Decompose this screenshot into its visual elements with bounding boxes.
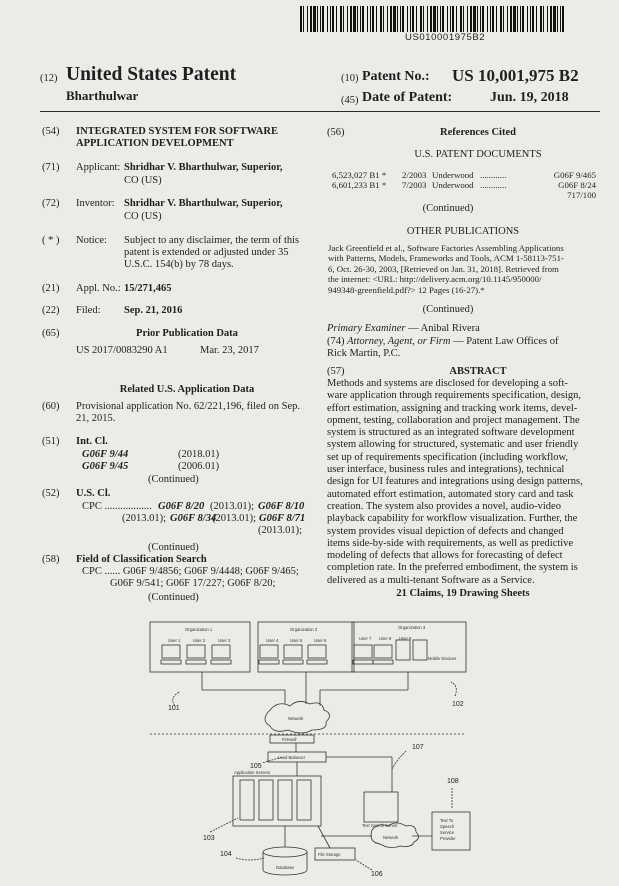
attorney-name: Patent Law Offices of xyxy=(466,336,559,347)
terminal-monitor-icon xyxy=(374,645,392,658)
org2-label: Organization 2 xyxy=(290,627,318,632)
barcode-bar xyxy=(442,6,444,32)
prior-publication-number: US 2017/0083290 A1 xyxy=(76,345,168,356)
barcode-bar xyxy=(393,6,396,32)
other-publication-line: the internet: <URL: http://delivery.acm.org/10.1145/950000/ xyxy=(328,274,542,285)
barcode-bar xyxy=(420,6,422,32)
patent-no-label: Patent No.: xyxy=(362,69,430,84)
barcode-bar xyxy=(500,6,502,32)
barcode-bar xyxy=(336,6,337,32)
filed-code: (22) xyxy=(42,305,60,316)
barcode-bar xyxy=(540,6,542,32)
intcl-class: G06F 9/44 xyxy=(82,449,129,460)
barcode-bar xyxy=(447,6,448,32)
user-label: User 6 xyxy=(314,638,327,643)
field-continued: (Continued) xyxy=(148,592,199,603)
doc-type-title: United States Patent xyxy=(66,64,237,85)
barcode-bar xyxy=(380,6,382,32)
appl-number: 15/271,465 xyxy=(124,283,172,294)
examiner-label: Primary Examiner xyxy=(327,323,406,334)
claims-sheets: 21 Claims, 19 Drawing Sheets xyxy=(396,588,530,599)
database-top xyxy=(263,847,307,857)
barcode-bar xyxy=(407,6,408,32)
user-label: User 3 xyxy=(218,638,231,643)
abstract-line: delivered as a multi-tenant Software as a Service. xyxy=(327,574,535,586)
barcode-bar xyxy=(367,6,368,32)
notice-label: Notice: xyxy=(76,235,107,246)
field-code: (58) xyxy=(42,554,60,565)
barcode-bar xyxy=(372,6,374,32)
tts-line: Service xyxy=(440,830,454,835)
uscl-code: (52) xyxy=(42,488,60,499)
barcode-bar xyxy=(340,6,342,32)
title-line-2: APPLICATION DEVELOPMENT xyxy=(76,138,234,149)
terminal-monitor-icon xyxy=(260,645,278,658)
terminal-keyboard-icon xyxy=(353,660,373,664)
cpc-date: (2013.01); xyxy=(258,525,303,536)
barcode-bar xyxy=(310,6,312,32)
abstract-text xyxy=(327,378,597,587)
barcode-bar xyxy=(536,6,537,32)
terminal-monitor-icon xyxy=(284,645,302,658)
barcode-bar xyxy=(517,6,518,32)
other-publications-heading: OTHER PUBLICATIONS xyxy=(406,226,520,237)
barcode-bar xyxy=(520,6,521,32)
barcode-bar xyxy=(510,6,512,32)
ref-class: G06F 9/465 xyxy=(553,170,596,180)
barcode-bar xyxy=(527,6,528,32)
text-search-label: Text Search Server xyxy=(362,823,398,828)
ref-date: 2/2003 xyxy=(402,170,427,180)
database-label: Database xyxy=(276,865,294,870)
system-diagram xyxy=(0,612,619,886)
field-line-2: G06F 9/541; G06F 17/227; G06F 8/20; xyxy=(110,578,276,589)
org3-label: Organization 3 xyxy=(398,625,426,630)
barcode-bar xyxy=(463,6,464,32)
barcode-bar xyxy=(550,6,552,32)
file-storage-label: File Storage xyxy=(318,852,341,857)
other-publication-line: 949348-greenfield.pdf?> 12 Pages (16-27).* xyxy=(328,284,485,295)
barcode-bar xyxy=(456,6,457,32)
barcode-bar xyxy=(300,6,302,32)
ref-104: 104 xyxy=(220,851,232,858)
ref-106: 106 xyxy=(371,871,383,878)
app-servers-label: Application Servers xyxy=(234,770,271,775)
ref-date: 7/2003 xyxy=(402,180,427,190)
barcode xyxy=(300,6,568,32)
inventor-location: CO (US) xyxy=(124,211,162,222)
refs-code: (56) xyxy=(327,127,345,138)
intcl-continued: (Continued) xyxy=(148,474,199,485)
ref-102: 102 xyxy=(452,701,464,708)
barcode-bar xyxy=(397,6,398,32)
prior-publication-heading: Prior Publication Data xyxy=(136,328,238,339)
barcode-bar xyxy=(560,6,561,32)
intcl-date: (2006.01) xyxy=(178,461,220,472)
user-terminals xyxy=(161,645,393,664)
ref-108: 108 xyxy=(447,778,459,785)
applicant-location: CO (US) xyxy=(124,175,162,186)
terminal-monitor-icon xyxy=(162,645,180,658)
user-label: User 7 xyxy=(359,636,372,641)
barcode-bar xyxy=(327,6,328,32)
applicant-name: Shridhar V. Bharthulwar, Superior, xyxy=(124,162,283,173)
barcode-bar xyxy=(322,6,324,32)
attorney-label: Attorney, Agent, or Firm xyxy=(347,336,451,347)
barcode-bar xyxy=(343,6,344,32)
ref-dots: ............ xyxy=(480,180,507,190)
firewall-label: Firewall xyxy=(282,737,297,742)
refs-continued: (Continued) xyxy=(422,203,474,214)
provisional-line-1: Provisional application No. 62/221,196, filed on Sep. xyxy=(76,401,300,412)
barcode-bar xyxy=(507,6,508,32)
notice-line-2: patent is extended or adjusted under 35 xyxy=(124,247,289,258)
barcode-bar xyxy=(482,6,484,32)
cpc-class: G06F 8/20 xyxy=(158,501,205,512)
terminal-keyboard-icon xyxy=(259,660,279,664)
us-docs-heading: U.S. PATENT DOCUMENTS xyxy=(414,149,542,160)
barcode-bar xyxy=(320,6,321,32)
abstract-line: completion rate. In the preferred embodiment, the system is xyxy=(327,562,578,574)
barcode-bar xyxy=(503,6,504,32)
uscl-continued: (Continued) xyxy=(148,542,199,553)
cpc-date: (2013.01); xyxy=(212,513,257,524)
barcode-bar xyxy=(430,6,432,32)
prior-publication-date: Mar. 23, 2017 xyxy=(200,345,259,356)
ref-class-extra: 717/100 xyxy=(567,190,596,200)
barcode-bar xyxy=(452,6,454,32)
text-search-server-box xyxy=(364,792,398,822)
barcode-bar xyxy=(353,6,356,32)
abstract-line: Methods and systems are disclosed for developing a soft- xyxy=(327,378,568,389)
barcode-bar xyxy=(470,6,472,32)
cpc-date: (2013.01); xyxy=(210,501,255,512)
org1-label: Organization 1 xyxy=(185,627,213,632)
user-label: User 9 xyxy=(399,636,412,641)
title-line-1: INTEGRATED SYSTEM FOR SOFTWARE xyxy=(76,126,278,137)
barcode-bar xyxy=(553,6,556,32)
abstract-heading: ABSTRACT xyxy=(449,366,507,377)
other-publication-line: Jack Greenfield et al., Software Factories Assembling Applications xyxy=(328,243,564,253)
abstract-line: creation. The system also provides a novel, audio-video xyxy=(327,500,561,512)
barcode-bar xyxy=(473,6,476,32)
barcode-bar xyxy=(490,6,491,32)
barcode-bar xyxy=(423,6,424,32)
barcode-bar xyxy=(307,6,308,32)
ref-name: Underwood xyxy=(432,180,474,190)
barcode-bar xyxy=(357,6,358,32)
terminal-monitor-icon xyxy=(354,645,372,658)
kind-code: (12) xyxy=(40,73,58,84)
refs-heading: References Cited xyxy=(440,127,516,138)
terminal-monitor-icon xyxy=(212,645,230,658)
barcode-bar xyxy=(522,6,524,32)
field-label: Field of Classification Search xyxy=(76,554,207,565)
filed-label: Filed: xyxy=(76,305,101,316)
primary-examiner: Primary Examiner — Anibal Rivera xyxy=(327,323,480,334)
user-label: User 8 xyxy=(379,636,392,641)
network-2-label: Network xyxy=(383,835,399,840)
intcl-code: (51) xyxy=(42,436,60,447)
barcode-bar xyxy=(492,6,494,32)
terminal-keyboard-icon xyxy=(283,660,303,664)
tts-line: Text To xyxy=(440,818,454,823)
patent-no-value: US 10,001,975 B2 xyxy=(452,66,579,85)
barcode-bar xyxy=(433,6,436,32)
terminal-keyboard-icon xyxy=(211,660,231,664)
load-balancer-label: Load Balancer xyxy=(278,755,306,760)
barcode-bar xyxy=(416,6,417,32)
document-number: US010001975B2 xyxy=(405,32,486,43)
filed-date: Sep. 21, 2016 xyxy=(124,305,183,316)
barcode-bar xyxy=(530,6,531,32)
barcode-bar xyxy=(387,6,388,32)
mobile-devices-icon xyxy=(396,640,427,660)
intcl-date: (2018.01) xyxy=(178,449,220,460)
barcode-bar xyxy=(370,6,371,32)
barcode-bar xyxy=(450,6,451,32)
attorney: (74) Attorney, Agent, or Firm — Patent Law Offices of xyxy=(327,336,559,347)
barcode-bar xyxy=(317,6,318,32)
cpc-class: G06F 8/71 xyxy=(259,513,306,524)
barcode-bar xyxy=(427,6,428,32)
examiner-name: Anibal Rivera xyxy=(420,323,480,334)
barcode-bar xyxy=(532,6,534,32)
terminal-keyboard-icon xyxy=(373,660,393,664)
inventor-label: Inventor: xyxy=(76,198,115,209)
barcode-bar xyxy=(513,6,516,32)
barcode-bar xyxy=(437,6,438,32)
mobile-devices-label: Mobile Devices xyxy=(428,656,457,661)
other-publication-text xyxy=(328,243,596,295)
barcode-bar xyxy=(496,6,497,32)
notice-line-1: Subject to any disclaimer, the term of this xyxy=(124,235,300,246)
barcode-bar xyxy=(350,6,352,32)
date-code: (45) xyxy=(341,95,359,106)
ref-name: Underwood xyxy=(432,170,474,180)
terminal-keyboard-icon xyxy=(186,660,206,664)
barcode-bar xyxy=(400,6,401,32)
ref-number: 6,523,027 B1 * xyxy=(332,170,387,180)
abstract-line: opment, testing, collaboration and project management. The xyxy=(327,414,580,426)
terminal-monitor-icon xyxy=(187,645,205,658)
abstract-line: system provides visual depiction of defects and changed xyxy=(327,525,564,537)
barcode-bar xyxy=(390,6,392,32)
header-inventor: Bharthulwar xyxy=(66,88,139,103)
barcode-bar xyxy=(460,6,462,32)
ref-101: 101 xyxy=(168,705,180,712)
barcode-bar xyxy=(303,6,304,32)
abstract-code: (57) xyxy=(327,366,345,377)
ref-class: G06F 8/24 xyxy=(558,180,596,190)
abstract-line: ware application through requirements specification, design, xyxy=(327,390,581,402)
barcode-bar xyxy=(547,6,548,32)
barcode-bar xyxy=(402,6,404,32)
terminal-keyboard-icon xyxy=(161,660,181,664)
cpc-prefix: CPC .................. xyxy=(82,501,152,512)
user-label: User 5 xyxy=(290,638,303,643)
ref-105: 105 xyxy=(250,763,262,770)
inventor-name: Shridhar V. Bharthulwar, Superior, xyxy=(124,198,283,209)
barcode-bar xyxy=(360,6,361,32)
barcode-bar xyxy=(557,6,558,32)
notice-line-3: U.S.C. 154(b) by 78 days. xyxy=(124,259,234,270)
related-heading: Related U.S. Application Data xyxy=(119,384,255,395)
appl-label: Appl. No.: xyxy=(76,283,121,294)
barcode-bar xyxy=(480,6,481,32)
barcode-bar xyxy=(383,6,384,32)
tts-line: Speech xyxy=(440,824,455,829)
barcode-bar xyxy=(362,6,364,32)
other-publication-line: with Patterns, Models, Frameworks and Tools, ACM 1-58113-751- xyxy=(328,253,564,264)
ref-103: 103 xyxy=(203,835,215,842)
abstract-line: design for UI features and integrations using design patterns, xyxy=(327,476,583,488)
user-label: User 1 xyxy=(168,638,181,643)
header-rule xyxy=(40,111,600,112)
terminal-monitor-icon xyxy=(308,645,326,658)
abstract-line: items side-by-side with requirements, as well as predictive xyxy=(327,537,574,549)
abstract-line: system allowing for structured, systematic and user friendly xyxy=(327,439,579,451)
cpc-class: G06F 8/10 xyxy=(258,501,305,512)
ref-number: 6,601,233 B1 * xyxy=(332,180,387,190)
provisional-code: (60) xyxy=(42,401,60,412)
other-continued: (Continued) xyxy=(422,304,474,315)
provisional-line-2: 21, 2015. xyxy=(76,413,116,424)
other-publication-line: 6, Oct. 26-30, 2003, [Retrieved on Jan. 31, 2018]. Retrieved from xyxy=(328,263,559,274)
inventor-code: (72) xyxy=(42,198,60,209)
applicant-label: Applicant: xyxy=(76,162,121,173)
barcode-bar xyxy=(467,6,468,32)
attorney-code: (74) xyxy=(327,336,345,347)
field-line-1: CPC ...... G06F 9/4856; G06F 9/4448; G06F 9/465; xyxy=(82,566,299,577)
barcode-bar xyxy=(410,6,411,32)
prior-code: (65) xyxy=(42,328,60,339)
barcode-bar xyxy=(313,6,316,32)
patent-no-code: (10) xyxy=(341,73,359,84)
barcode-bar xyxy=(440,6,441,32)
abstract-line: automated effort estimation, automated story card and task xyxy=(327,488,574,500)
tts-line: Provider xyxy=(440,836,456,841)
user-label: User 4 xyxy=(266,638,279,643)
barcode-bar xyxy=(332,6,334,32)
abstract-line: set up of requirements specification (including workflow, xyxy=(327,451,569,463)
barcode-bar xyxy=(477,6,478,32)
date-label: Date of Patent: xyxy=(362,90,453,105)
barcode-bar xyxy=(562,6,564,32)
abstract-line: playback capability for workflow visualization. Further, the xyxy=(327,513,578,525)
application-servers-box xyxy=(233,776,321,826)
barcode-bar xyxy=(412,6,414,32)
terminal-keyboard-icon xyxy=(307,660,327,664)
abstract-line: effort estimation, assigning and tracking work items, devel- xyxy=(327,402,578,414)
uscl-label: U.S. Cl. xyxy=(76,488,111,499)
abstract-line: user interface, business rules and integrations), technical xyxy=(327,464,565,476)
applicant-code: (71) xyxy=(42,162,60,173)
appl-code: (21) xyxy=(42,283,60,294)
barcode-bar xyxy=(487,6,488,32)
intcl-label: Int. Cl. xyxy=(76,436,108,447)
barcode-bar xyxy=(376,6,377,32)
user-label: User 2 xyxy=(193,638,206,643)
cpc-class: G06F 8/34 xyxy=(170,513,217,524)
network-label: Network xyxy=(288,716,304,721)
abstract-line: system is structured as an integrated software development xyxy=(327,427,575,439)
intcl-class: G06F 9/45 xyxy=(82,461,129,472)
title-code: (54) xyxy=(42,126,60,137)
abstract-line: modeling of defects that allows for forecasting of defect xyxy=(327,550,563,562)
ref-dots: ............ xyxy=(480,170,507,180)
date-value: Jun. 19, 2018 xyxy=(490,90,569,105)
notice-code: ( * ) xyxy=(42,235,60,246)
cpc-date: (2013.01); xyxy=(122,513,167,524)
barcode-bar xyxy=(543,6,544,32)
barcode-bar xyxy=(330,6,331,32)
attorney-line-2: Rick Martin, P.C. xyxy=(327,348,401,359)
ref-107: 107 xyxy=(412,744,424,751)
barcode-bar xyxy=(347,6,348,32)
